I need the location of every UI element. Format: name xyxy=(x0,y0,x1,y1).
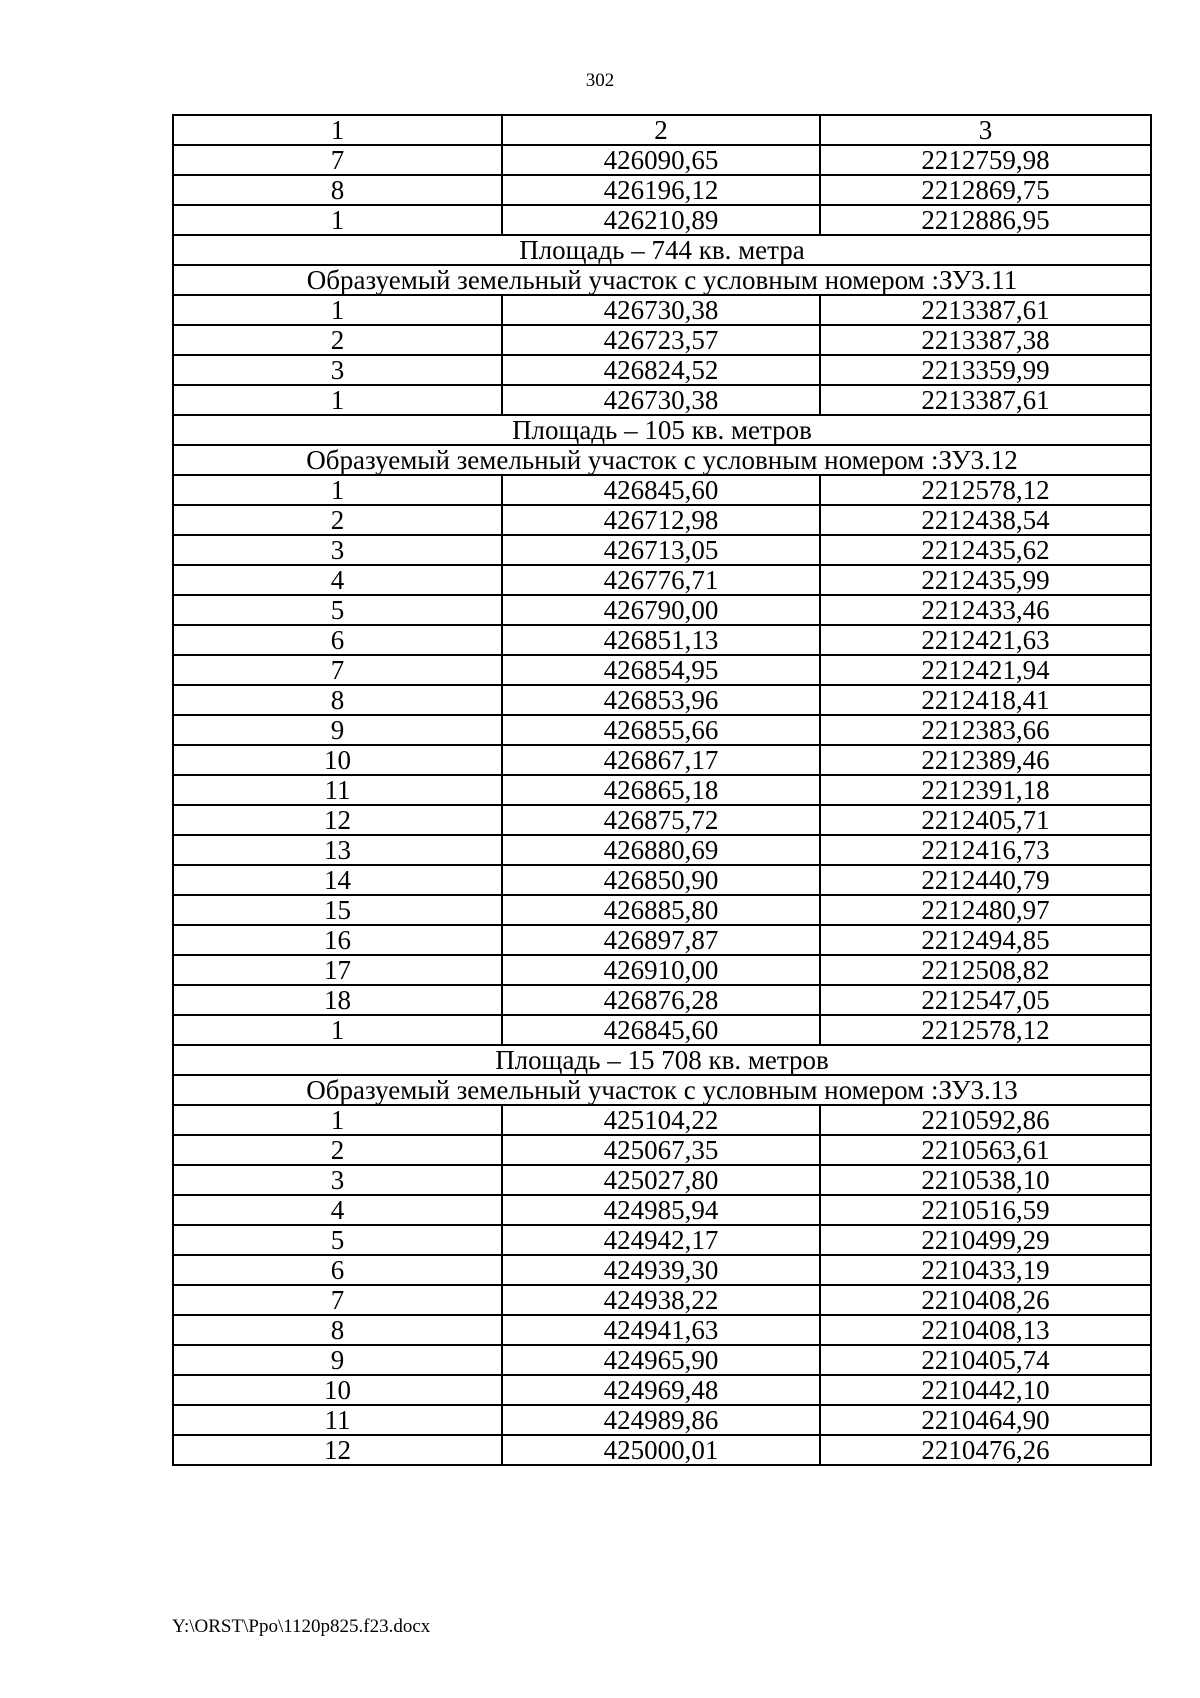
x-coordinate-cell: 426854,95 xyxy=(502,655,820,685)
table-row xyxy=(173,805,1151,835)
table-row xyxy=(173,1255,1151,1285)
table-row xyxy=(173,685,1151,715)
y-coordinate-cell: 2212433,46 xyxy=(820,595,1151,625)
point-number-cell: 13 xyxy=(173,835,502,865)
table-row xyxy=(173,1375,1151,1405)
x-coordinate-cell: 426851,13 xyxy=(502,625,820,655)
table-row xyxy=(173,145,1151,175)
y-coordinate-cell: 2212547,05 xyxy=(820,985,1151,1015)
y-coordinate-cell: 2213387,38 xyxy=(820,325,1151,355)
table-row xyxy=(173,955,1151,985)
table-row xyxy=(173,505,1151,535)
point-number-cell: 2 xyxy=(173,505,502,535)
header-cell-x: 2 xyxy=(502,115,820,145)
table-header-row xyxy=(173,115,1151,145)
point-number-cell: 1 xyxy=(173,475,502,505)
x-coordinate-cell: 426853,96 xyxy=(502,685,820,715)
y-coordinate-cell: 2210442,10 xyxy=(820,1375,1151,1405)
point-number-cell: 1 xyxy=(173,385,502,415)
table-row xyxy=(173,355,1151,385)
y-coordinate-cell: 2210464,90 xyxy=(820,1405,1151,1435)
point-number-cell: 2 xyxy=(173,325,502,355)
x-coordinate-cell: 424985,94 xyxy=(502,1195,820,1225)
table-row xyxy=(173,1345,1151,1375)
point-number-cell: 7 xyxy=(173,655,502,685)
section-caption: Образуемый земельный участок с условным номером :ЗУ3.11 xyxy=(173,265,1151,295)
x-coordinate-cell: 424941,63 xyxy=(502,1315,820,1345)
table-row xyxy=(173,1015,1151,1045)
x-coordinate-cell: 425067,35 xyxy=(502,1135,820,1165)
table-row xyxy=(173,1405,1151,1435)
point-number-cell: 1 xyxy=(173,1105,502,1135)
table-row xyxy=(173,925,1151,955)
point-number-cell: 9 xyxy=(173,715,502,745)
y-coordinate-cell: 2210499,29 xyxy=(820,1225,1151,1255)
table-row xyxy=(173,835,1151,865)
table-row xyxy=(173,535,1151,565)
table-row xyxy=(173,1165,1151,1195)
x-coordinate-cell: 426712,98 xyxy=(502,505,820,535)
y-coordinate-cell: 2212383,66 xyxy=(820,715,1151,745)
point-number-cell: 4 xyxy=(173,1195,502,1225)
point-number-cell: 5 xyxy=(173,595,502,625)
y-coordinate-cell: 2212389,46 xyxy=(820,745,1151,775)
table-row xyxy=(173,1315,1151,1345)
y-coordinate-cell: 2212494,85 xyxy=(820,925,1151,955)
x-coordinate-cell: 426845,60 xyxy=(502,475,820,505)
y-coordinate-cell: 2212438,54 xyxy=(820,505,1151,535)
header-cell-point: 1 xyxy=(173,115,502,145)
x-coordinate-cell: 426210,89 xyxy=(502,205,820,235)
y-coordinate-cell: 2210476,26 xyxy=(820,1435,1151,1465)
x-coordinate-cell: 425000,01 xyxy=(502,1435,820,1465)
y-coordinate-cell: 2212440,79 xyxy=(820,865,1151,895)
table-row xyxy=(173,385,1151,415)
y-coordinate-cell: 2210592,86 xyxy=(820,1105,1151,1135)
point-number-cell: 12 xyxy=(173,805,502,835)
point-number-cell: 1 xyxy=(173,295,502,325)
table-row xyxy=(173,745,1151,775)
x-coordinate-cell: 425027,80 xyxy=(502,1165,820,1195)
x-coordinate-cell: 426723,57 xyxy=(502,325,820,355)
point-number-cell: 9 xyxy=(173,1345,502,1375)
table-row xyxy=(173,295,1151,325)
section-caption: Образуемый земельный участок с условным номером :ЗУ3.12 xyxy=(173,445,1151,475)
table-row xyxy=(173,175,1151,205)
y-coordinate-cell: 2210405,74 xyxy=(820,1345,1151,1375)
point-number-cell: 18 xyxy=(173,985,502,1015)
table-section-row xyxy=(173,415,1151,445)
x-coordinate-cell: 426855,66 xyxy=(502,715,820,745)
y-coordinate-cell: 2212421,94 xyxy=(820,655,1151,685)
x-coordinate-cell: 425104,22 xyxy=(502,1105,820,1135)
table-section-row xyxy=(173,1045,1151,1075)
point-number-cell: 4 xyxy=(173,565,502,595)
header-cell-y: 3 xyxy=(820,115,1151,145)
y-coordinate-cell: 2212578,12 xyxy=(820,1015,1151,1045)
table-section-row xyxy=(173,1075,1151,1105)
point-number-cell: 8 xyxy=(173,1315,502,1345)
x-coordinate-cell: 426867,17 xyxy=(502,745,820,775)
table-row xyxy=(173,1195,1151,1225)
point-number-cell: 7 xyxy=(173,145,502,175)
point-number-cell: 12 xyxy=(173,1435,502,1465)
x-coordinate-cell: 426885,80 xyxy=(502,895,820,925)
y-coordinate-cell: 2210408,13 xyxy=(820,1315,1151,1345)
y-coordinate-cell: 2212480,97 xyxy=(820,895,1151,925)
y-coordinate-cell: 2210433,19 xyxy=(820,1255,1151,1285)
point-number-cell: 8 xyxy=(173,685,502,715)
y-coordinate-cell: 2210516,59 xyxy=(820,1195,1151,1225)
table-body xyxy=(173,115,1151,1465)
table-row xyxy=(173,1105,1151,1135)
point-number-cell: 1 xyxy=(173,205,502,235)
point-number-cell: 3 xyxy=(173,1165,502,1195)
point-number-cell: 3 xyxy=(173,355,502,385)
point-number-cell: 5 xyxy=(173,1225,502,1255)
table-row xyxy=(173,715,1151,745)
point-number-cell: 1 xyxy=(173,1015,502,1045)
x-coordinate-cell: 426776,71 xyxy=(502,565,820,595)
table-row xyxy=(173,595,1151,625)
table-row xyxy=(173,985,1151,1015)
x-coordinate-cell: 426910,00 xyxy=(502,955,820,985)
y-coordinate-cell: 2212578,12 xyxy=(820,475,1151,505)
x-coordinate-cell: 426845,60 xyxy=(502,1015,820,1045)
x-coordinate-cell: 424969,48 xyxy=(502,1375,820,1405)
point-number-cell: 10 xyxy=(173,1375,502,1405)
x-coordinate-cell: 424938,22 xyxy=(502,1285,820,1315)
section-caption: Образуемый земельный участок с условным номером :ЗУ3.13 xyxy=(173,1075,1151,1105)
table-row xyxy=(173,565,1151,595)
point-number-cell: 6 xyxy=(173,625,502,655)
x-coordinate-cell: 426713,05 xyxy=(502,535,820,565)
y-coordinate-cell: 2212759,98 xyxy=(820,145,1151,175)
y-coordinate-cell: 2213359,99 xyxy=(820,355,1151,385)
point-number-cell: 7 xyxy=(173,1285,502,1315)
table-row xyxy=(173,775,1151,805)
x-coordinate-cell: 424965,90 xyxy=(502,1345,820,1375)
point-number-cell: 8 xyxy=(173,175,502,205)
y-coordinate-cell: 2212869,75 xyxy=(820,175,1151,205)
y-coordinate-cell: 2210563,61 xyxy=(820,1135,1151,1165)
table-row xyxy=(173,1435,1151,1465)
y-coordinate-cell: 2212886,95 xyxy=(820,205,1151,235)
point-number-cell: 6 xyxy=(173,1255,502,1285)
x-coordinate-cell: 426880,69 xyxy=(502,835,820,865)
x-coordinate-cell: 426824,52 xyxy=(502,355,820,385)
point-number-cell: 10 xyxy=(173,745,502,775)
x-coordinate-cell: 426875,72 xyxy=(502,805,820,835)
y-coordinate-cell: 2212421,63 xyxy=(820,625,1151,655)
y-coordinate-cell: 2212435,62 xyxy=(820,535,1151,565)
y-coordinate-cell: 2213387,61 xyxy=(820,295,1151,325)
x-coordinate-cell: 426730,38 xyxy=(502,385,820,415)
table-row xyxy=(173,475,1151,505)
x-coordinate-cell: 424989,86 xyxy=(502,1405,820,1435)
x-coordinate-cell: 426850,90 xyxy=(502,865,820,895)
y-coordinate-cell: 2212508,82 xyxy=(820,955,1151,985)
y-coordinate-cell: 2210538,10 xyxy=(820,1165,1151,1195)
y-coordinate-cell: 2210408,26 xyxy=(820,1285,1151,1315)
x-coordinate-cell: 426876,28 xyxy=(502,985,820,1015)
table-row xyxy=(173,205,1151,235)
x-coordinate-cell: 426730,38 xyxy=(502,295,820,325)
point-number-cell: 17 xyxy=(173,955,502,985)
table-section-row xyxy=(173,235,1151,265)
x-coordinate-cell: 426090,65 xyxy=(502,145,820,175)
point-number-cell: 14 xyxy=(173,865,502,895)
page-number: 302 xyxy=(585,70,615,91)
point-number-cell: 2 xyxy=(173,1135,502,1165)
point-number-cell: 11 xyxy=(173,1405,502,1435)
x-coordinate-cell: 426790,00 xyxy=(502,595,820,625)
point-number-cell: 16 xyxy=(173,925,502,955)
x-coordinate-cell: 424939,30 xyxy=(502,1255,820,1285)
table-section-row xyxy=(173,265,1151,295)
y-coordinate-cell: 2212435,99 xyxy=(820,565,1151,595)
coordinates-table xyxy=(172,114,1152,1466)
table-row xyxy=(173,655,1151,685)
table-row xyxy=(173,625,1151,655)
table-row xyxy=(173,325,1151,355)
section-caption: Площадь – 744 кв. метра xyxy=(173,235,1151,265)
y-coordinate-cell: 2213387,61 xyxy=(820,385,1151,415)
y-coordinate-cell: 2212405,71 xyxy=(820,805,1151,835)
point-number-cell: 15 xyxy=(173,895,502,925)
x-coordinate-cell: 424942,17 xyxy=(502,1225,820,1255)
table-row xyxy=(173,1225,1151,1255)
y-coordinate-cell: 2212391,18 xyxy=(820,775,1151,805)
table-row xyxy=(173,1135,1151,1165)
section-caption: Площадь – 105 кв. метров xyxy=(173,415,1151,445)
y-coordinate-cell: 2212416,73 xyxy=(820,835,1151,865)
x-coordinate-cell: 426865,18 xyxy=(502,775,820,805)
table-section-row xyxy=(173,445,1151,475)
y-coordinate-cell: 2212418,41 xyxy=(820,685,1151,715)
section-caption: Площадь – 15 708 кв. метров xyxy=(173,1045,1151,1075)
file-path-footer: Y:\ORST\Ppo\1120p825.f23.docx xyxy=(172,1616,431,1637)
table-row xyxy=(173,865,1151,895)
table-row xyxy=(173,1285,1151,1315)
x-coordinate-cell: 426897,87 xyxy=(502,925,820,955)
table-row xyxy=(173,895,1151,925)
point-number-cell: 3 xyxy=(173,535,502,565)
x-coordinate-cell: 426196,12 xyxy=(502,175,820,205)
point-number-cell: 11 xyxy=(173,775,502,805)
